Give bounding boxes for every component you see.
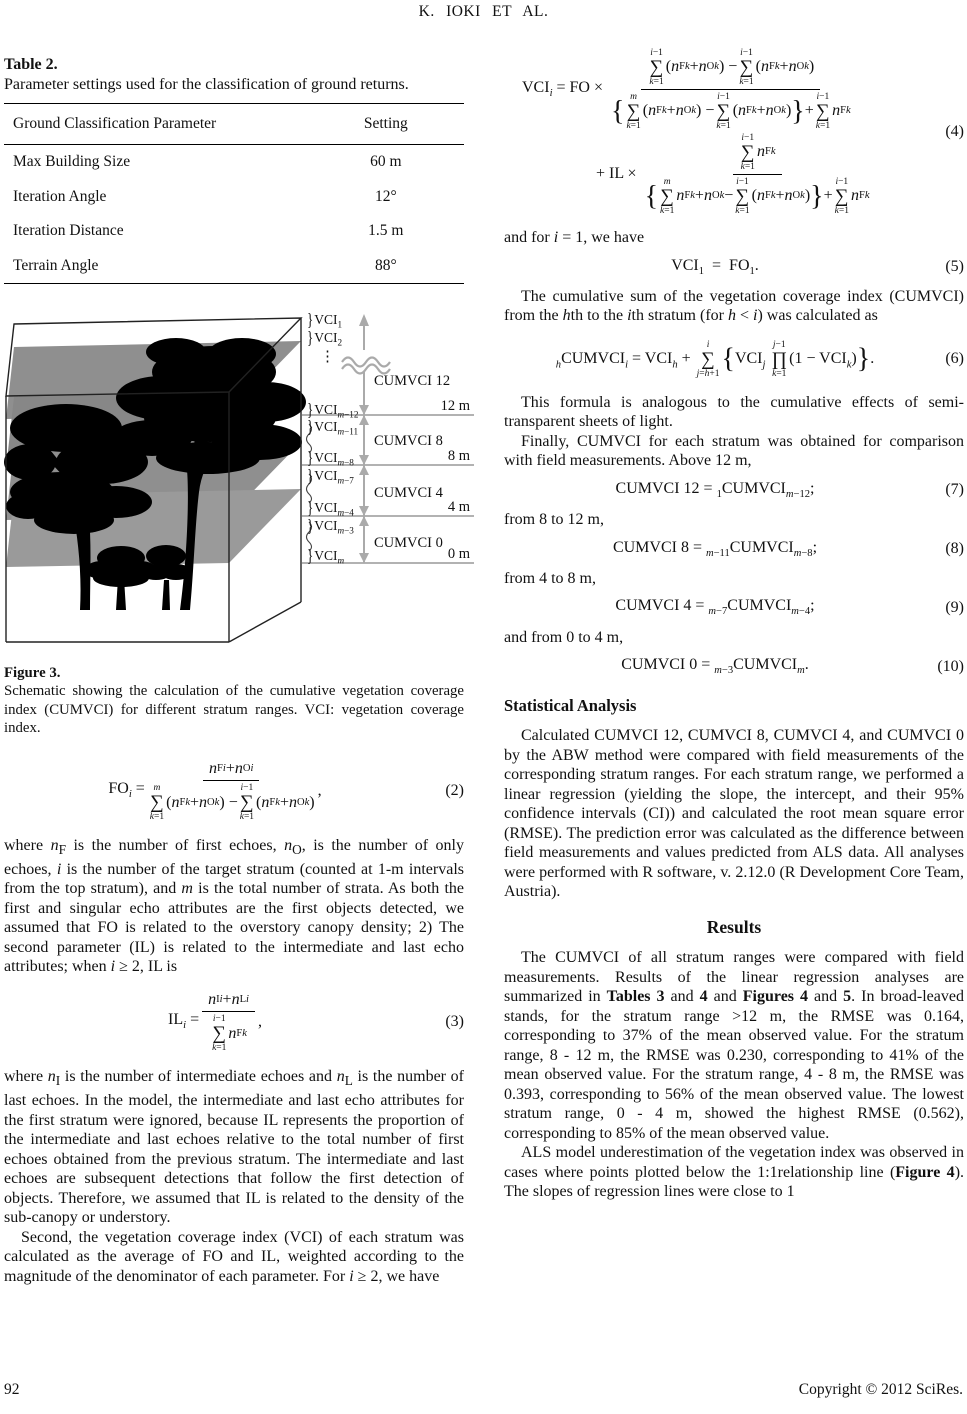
- vci-stratum-label: }$VCI_{m-8}$: [307, 446, 354, 468]
- vci-stratum-label: }$VCI_{m-7}$: [307, 464, 354, 486]
- equation-number: (8): [945, 540, 964, 558]
- ellipsis-dots: ⋮: [320, 348, 335, 365]
- equation-number: (5): [945, 257, 964, 275]
- section-heading-statistical-analysis: Statistical Analysis: [504, 695, 637, 715]
- column-header-setting: Setting: [308, 104, 464, 145]
- equation-3: $IL_i$ = n Ii + n Li i−1 ∑ k=1 n Fk , (3): [168, 990, 464, 1054]
- paragraph: where $n_I$ is the number of intermediate echoes and $n_L$ is the number of last echoes. In the model, the intermediate and last echo attributes for the first stratum were ignored, because IL represents the proportion of the intermediate and last echoes relative to the total number of first echoes obtained from the previous stratum. The intermediate and last echoes are subsequent detections that follow the first detection of objects. Therefore, we assumed that IL is related to the density of the sub-canopy or understory.: [4, 1068, 465, 1227]
- equation-number: (9): [945, 598, 964, 616]
- left-column: [4, 55, 470, 1286]
- paragraph: where $n_F$ is the number of first echoes, $n_O$, is the number of only echoes, i is the number of the target stratum (counted at 1-m intervals from the top stratum), and m is the total number of strata. As both the first and singular echo attributes are the first objects detected, we assumed that FO is related to the overstory canopy density; 2) The second parameter (IL) is related to the intermediate and last echo attributes; when i ≥ 2, IL is: [4, 837, 465, 976]
- table-row: Max Building Size 60 m: [13, 153, 402, 170]
- equation-number: (7): [945, 481, 964, 499]
- vci-stratum-label: }$VCI_{m-11}$: [307, 415, 359, 437]
- figure3-artwork: [4, 310, 474, 656]
- equation-9: CUMVCI $4 = _{m-7}CUMVCI_{m-4}$; (9): [615, 597, 964, 618]
- brace-glyph: }: [307, 308, 314, 330]
- cumvci-range-label: CUMVCI 12: [374, 372, 451, 389]
- equation-6: $_hCUMVCI_i = VCI_h$ + i ∑ j=h+1 {$VCI_j$ j−1 ∏ k=1 $(1 - VCI_k)$}. (6): [555, 339, 964, 379]
- right-column: [504, 40, 964, 1202]
- vci-stratum-label: }$VCI_m$: [307, 544, 345, 566]
- equation-7: CUMVCI $12 = _1CUMVCI_{m-12}$; (7): [615, 479, 964, 501]
- cumvci-range-label: CUMVCI 4: [374, 484, 443, 501]
- column-header-parameter: Ground Classification Parameter: [4, 104, 308, 145]
- table-row: Terrain Angle 88°: [13, 256, 397, 274]
- height-tick-label: 4 m: [447, 498, 470, 515]
- equation-number: (4): [945, 122, 964, 140]
- paragraph: Finally, CUMVCI for each stratum was obtained for comparison with field measurements. Above 12 m,: [504, 432, 964, 470]
- section-heading-results: Results: [706, 916, 762, 937]
- paragraph: This formula is analogous to the cumulative effects of semi-transparent sheets of light.: [504, 393, 964, 431]
- paragraph: and from 0 to 4 m,: [504, 628, 624, 646]
- paragraph: The cumulative sum of the vegetation coverage index (CUMVCI) from the hth to the ith stratum (for h < i) was calculated as: [504, 287, 964, 325]
- paragraph: Second, the vegetation coverage index (VCI) of each stratum was calculated as the average of FO and IL, weighted according to the magnitude of the denominator of each parameter. For i ≥ 2, we have: [4, 1228, 464, 1285]
- cumvci-range-label: CUMVCI 8: [374, 432, 443, 449]
- table-header-row: [4, 104, 464, 145]
- table2-label: Table 2.: [4, 56, 58, 73]
- table-row: Iteration Angle 12°: [13, 187, 397, 205]
- equation-number: (10): [937, 657, 964, 675]
- equation-2: $FO_i$ = n Fi + n Oi m ∑ k=1 ( n Fk + n Ok ) − i−1 ∑ k=1 ( n Fk + n Ok ) , (2): [108, 759, 464, 823]
- tree-silhouette: [162, 580, 170, 610]
- equation-number: (6): [945, 350, 964, 368]
- vci-stratum-label: }$VCI_{m-12}$: [307, 398, 359, 420]
- paragraph: from 8 to 12 m,: [504, 511, 604, 529]
- equation-number: (3): [445, 1012, 464, 1030]
- copyright-notice: Copyright © 2012 SciRes.: [798, 1381, 963, 1398]
- height-tick-label: 8 m: [447, 447, 470, 464]
- height-tick-label: 0 m: [447, 545, 470, 562]
- figure3-caption: Figure 3. Schematic showing the calculation of the cumulative vegetation coverage index (CUMVCI) for different stratum ranges. VCI: vegetation coverage index.: [4, 664, 464, 737]
- table2: [4, 103, 464, 284]
- vci-stratum-label: }$VCI_1$: [307, 308, 343, 330]
- table2-caption: Parameter settings used for the classification of ground returns.: [4, 75, 409, 93]
- figure3: [4, 310, 474, 656]
- vci-stratum-label: }$VCI_{m-3}$: [307, 514, 354, 536]
- equation-8: CUMVCI $8 = _{m-11}CUMVCI_{m-8}$; (8): [612, 538, 964, 559]
- paragraph: ALS model underestimation of the vegetation index was observed in cases where points plotted below the 1:1relationship line (Figure 4). The slopes of regression lines were close to 1: [504, 1144, 965, 1201]
- paragraph: The CUMVCI of all stratum ranges were compared with field measurements. Results of the linear regression analyses are summarized in Tables 3 and 4 and Figures 4 and 5. In broad-leaved stands, for the stratum range >12 m, the RMSE was 0.164, corresponding to 37% of the mean observed value. For the stratum range, 8 - 12 m, the RMSE was 0.230, corresponding to 41% of the mean observed value. For the stratum range, 4 - 8 m, the RMSE was 0.393, corresponding to 56% of the mean observed value. The lowest stratum range, 0 - 4 m, showed the highest RMSE (0.562), corresponding to 85% of the mean observed value.: [504, 949, 964, 1142]
- page-number: 92: [4, 1381, 20, 1398]
- equation-5: $VCI_1 = FO_1$. (5): [671, 256, 964, 277]
- vci-stratum-label: }$VCI_2$: [307, 326, 343, 348]
- equation-10: CUMVCI $0 = _{m-3}CUMVCI_m$. (10): [621, 656, 964, 677]
- figure3-caption-label: Figure 3.: [4, 664, 61, 681]
- vci-stratum-label: }$VCI_{m-4}$: [307, 496, 354, 518]
- height-tick-label: 12 m: [440, 397, 470, 414]
- paragraph: and for i = 1, we have: [504, 229, 645, 246]
- cumvci-range-label: CUMVCI 0: [374, 534, 443, 551]
- equation-number: (2): [445, 781, 464, 799]
- table-row: Iteration Distance 1.5 m: [13, 222, 404, 239]
- equation-4: $VCI_i$ = FO × i−1 ∑ k=1 ( n Fk + n Ok ) − i−1 ∑ k=1 ( n Fk + n Ok ) { m ∑ k=1 ( n Fk + n Ok ) − i−1 ∑ k=1 ( n Fk + n Ok ) } + i−1 ∑ k=1 n Fk + IL × i−1 ∑ k=1 n Fk { m ∑ k=1 n Fk + n Ok − i−1 ∑ k=1 ( n Fk + n Ok ) } + i−1 ∑ k=1 n Fk (4): [522, 48, 964, 216]
- paragraph: Calculated CUMVCI 12, CUMVCI 8, CUMVCI 4, and CUMVCI 0 by the ABW method were compared with field measurements of the corresponding stratum ranges. For each stratum range, we performed a linear regression (yielding the slope, the intercept, and their 95% confidence intervals (CI)) and calculated the root mean square error (RMSE). The prediction error was calculated as the difference between field measurements and values predicted from ALS data. All analyses were performed with R software, v. 2.12.0 (R Development Core Team, Austria).: [504, 727, 964, 901]
- page-footer: [4, 1381, 963, 1399]
- running-head: K. IOKI ET AL.: [418, 3, 549, 20]
- paragraph: from 4 to 8 m,: [504, 569, 596, 587]
